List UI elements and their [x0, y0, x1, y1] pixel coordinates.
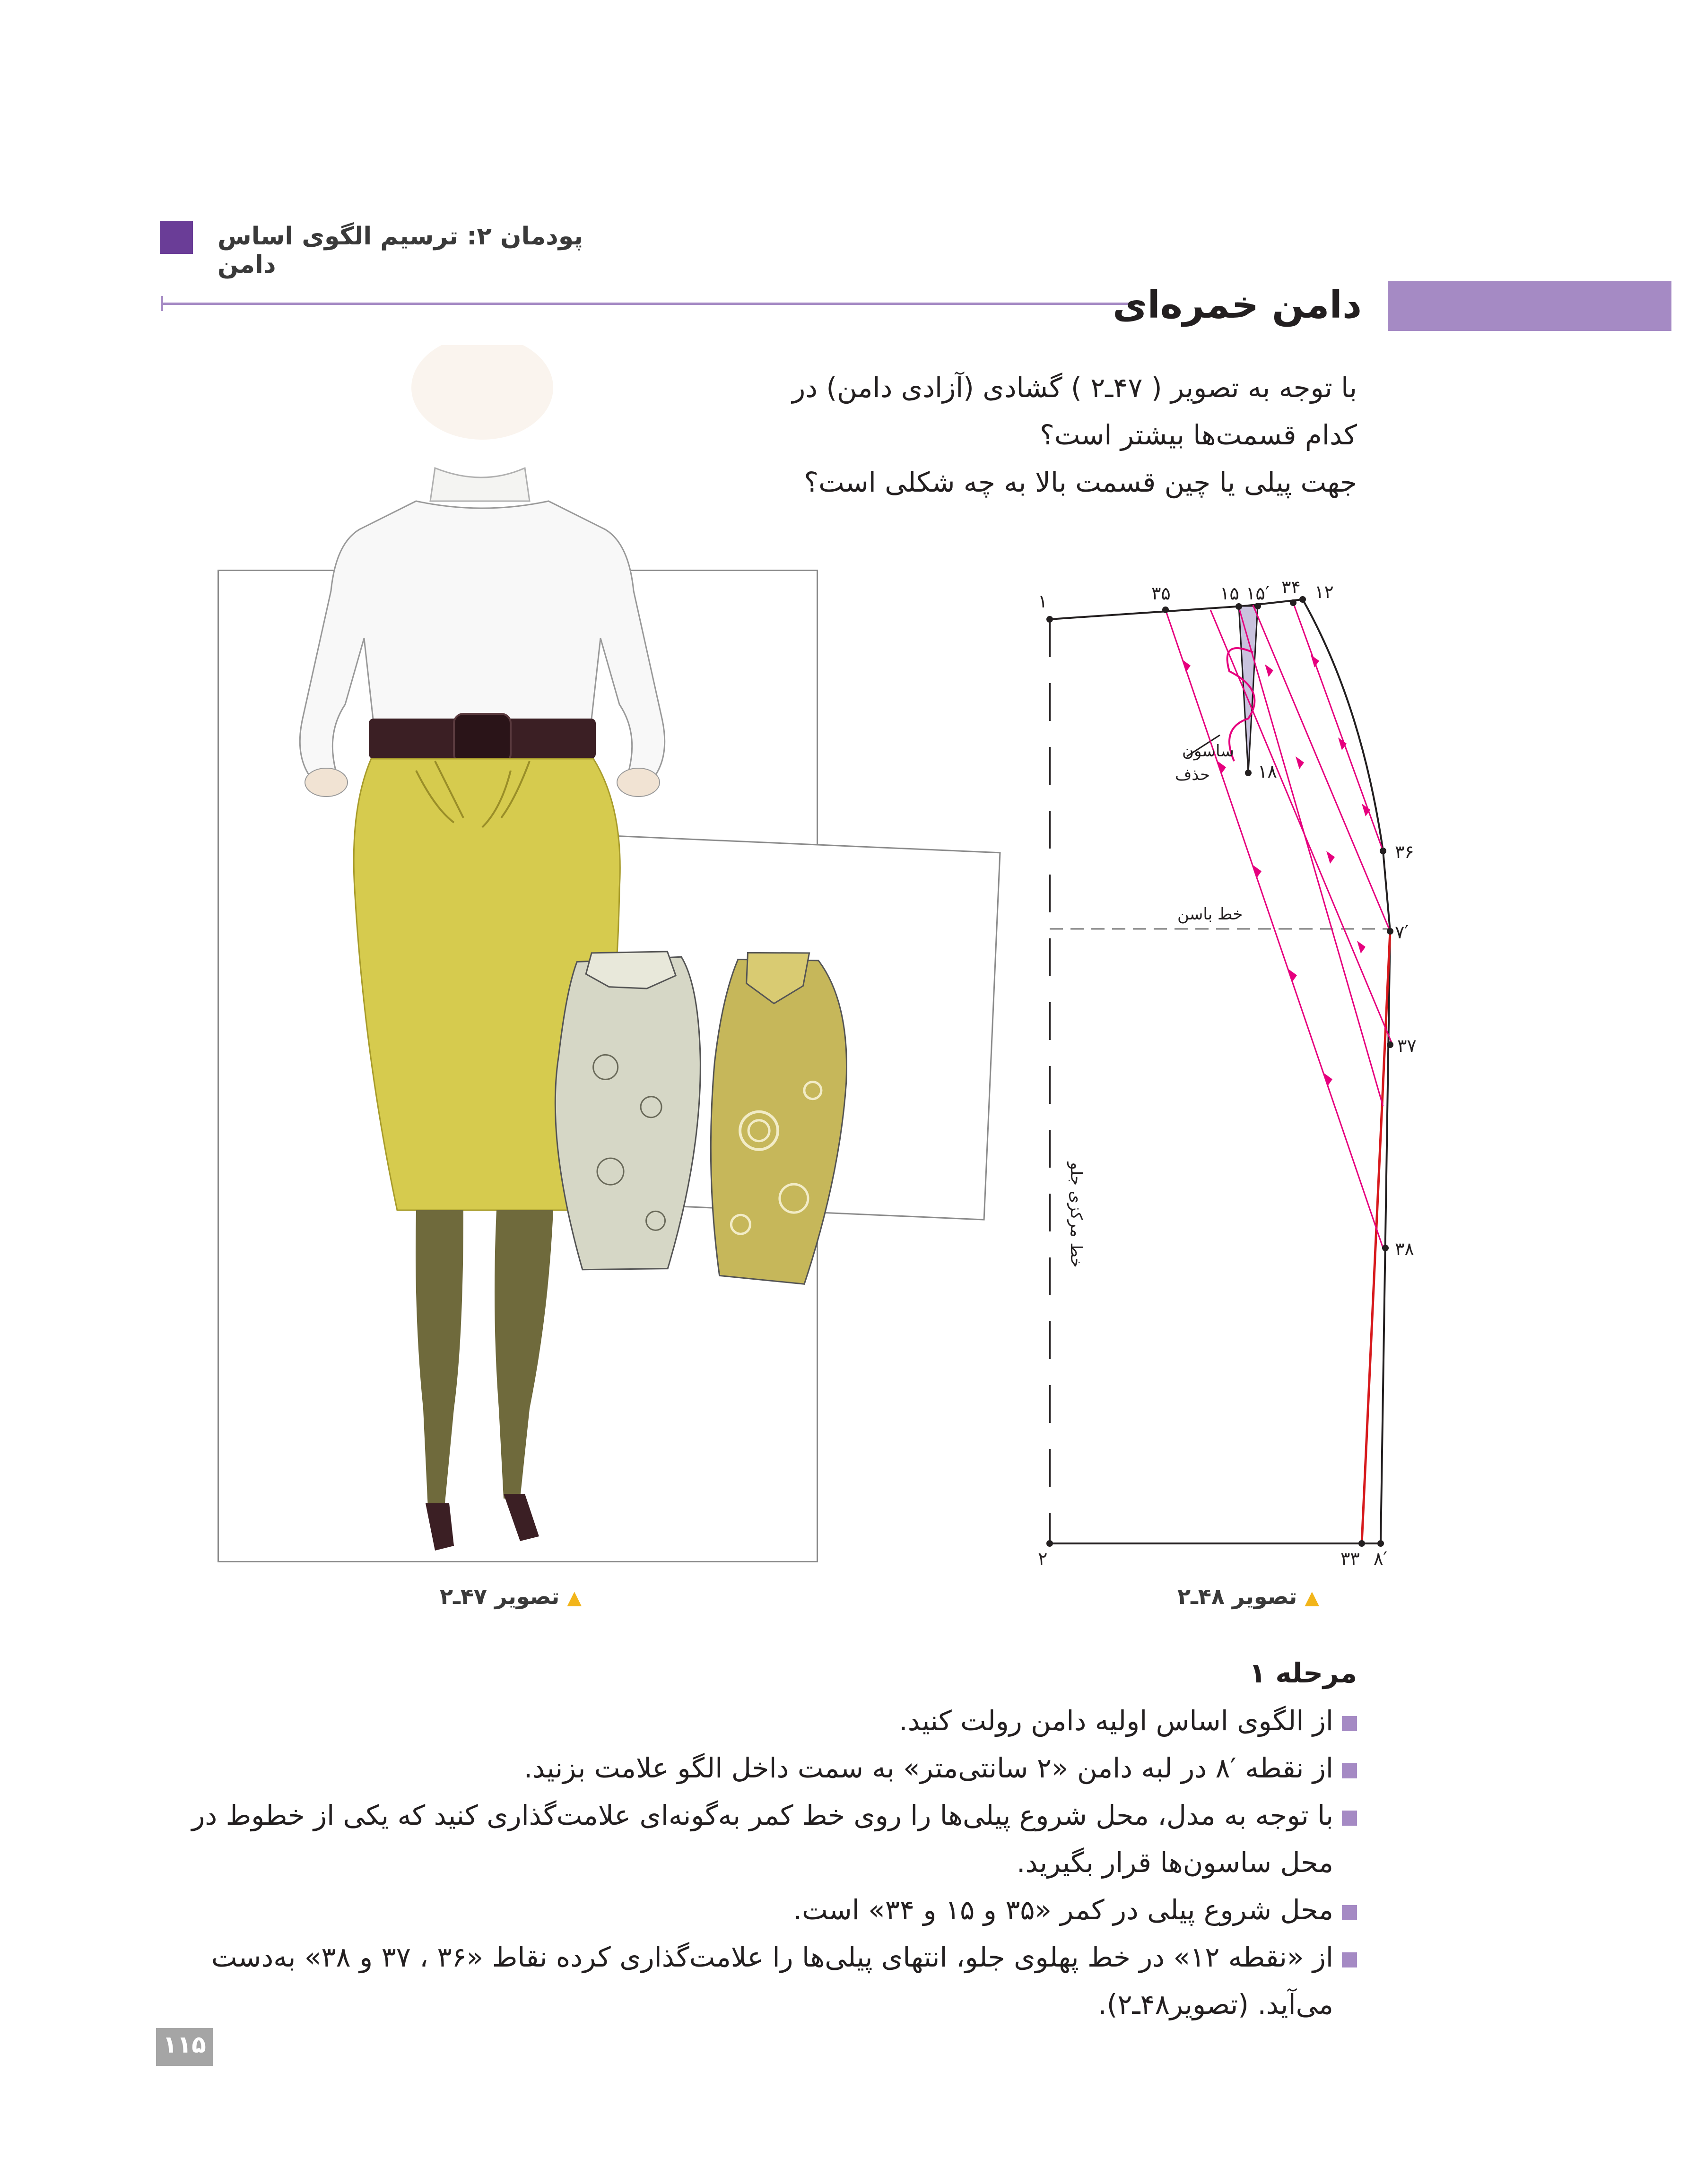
label-p38: ۳۸ — [1395, 1239, 1414, 1259]
intro-line: با توجه به تصویر ( ۴۷ـ۲ ) گشادی (آزادی دامن) در — [792, 372, 1357, 404]
bullet-icon — [1342, 1952, 1357, 1967]
label-p1: ۱ — [1038, 591, 1048, 612]
bullet-icon — [1342, 1716, 1357, 1731]
intro-line: جهت پیلی یا چین قسمت بالا به چه شکلی است؟ — [804, 466, 1357, 498]
label-p7b: ۷′ — [1395, 922, 1409, 943]
label-p37: ۳۷ — [1397, 1035, 1417, 1056]
module-marker — [160, 221, 193, 254]
section-title: دامن خمره‌ای — [1113, 283, 1362, 327]
label-p36: ۳۶ — [1395, 841, 1414, 862]
label-p8b: ۸′ — [1374, 1548, 1388, 1569]
fig47-caption — [440, 1584, 582, 1609]
pleat-lines — [1166, 603, 1392, 1248]
fig48-caption — [1177, 1584, 1319, 1609]
label-p12: ۱۲ — [1314, 581, 1334, 602]
fashion-illustration — [151, 345, 1031, 1565]
label-p35: ۳۵ — [1151, 583, 1171, 604]
dart-label-2: حذف — [1175, 765, 1210, 784]
step-item: محل شروع پیلی در کمر «۳۵ و ۱۵ و ۳۴» است. — [156, 1886, 1357, 1933]
hip-line-label: خط باسن — [1177, 905, 1243, 924]
center-front-label: خط مرکزی جلو — [1067, 1162, 1086, 1268]
label-p15: ۱۵ — [1220, 583, 1239, 604]
step-item: از نقطه ′۸ در لبه دامن «۲ سانتی‌متر» به سمت داخل الگو علامت بزنید. — [156, 1744, 1357, 1792]
label-p18: ۱۸ — [1258, 761, 1277, 782]
bullet-icon — [1342, 1905, 1357, 1920]
step-title: مرحله ۱ — [1249, 1657, 1357, 1689]
dart-label-1: ساسون — [1182, 742, 1234, 761]
bullet-icon — [1342, 1811, 1357, 1826]
section-rule — [163, 303, 1132, 305]
module-title: پودمان ۲: ترسیم الگوی اساس دامن — [218, 222, 583, 279]
step-item: از الگوی اساس اولیه دامن رولت کنید. — [156, 1697, 1357, 1744]
section-band — [1388, 281, 1671, 331]
dart — [1239, 606, 1258, 773]
intro-line: کدام قسمت‌ها بیشتر است؟ — [1040, 419, 1357, 451]
fig47-caption-text: تصویر ۴۷ـ۲ — [440, 1584, 560, 1609]
side-seam — [1303, 599, 1390, 1543]
label-p2: ۲ — [1038, 1548, 1048, 1569]
bullet-icon — [1342, 1763, 1357, 1778]
label-p33: ۳۳ — [1340, 1548, 1360, 1569]
fig48-caption-text: تصویر ۴۸ـ۲ — [1177, 1584, 1297, 1609]
step-list — [156, 1697, 1357, 2028]
step-item: از «نقطه ۱۲» در خط پهلوی جلو، انتهای پیلی‌ها را علامت‌گذاری کرده نقاط «۳۶ ، ۳۷ و ۳۸» به‌دست می‌آید. (تصویر۴۸ـ۲). — [156, 1933, 1357, 2028]
pattern-diagram — [1031, 563, 1437, 1593]
caption-triangle-icon: ▲ — [567, 1587, 582, 1609]
label-p34: ۳۴ — [1281, 577, 1301, 598]
caption-triangle-icon: ▲ — [1305, 1587, 1320, 1609]
label-p15b: ۱۵′ — [1246, 583, 1270, 604]
page-number: ۱۱۵ — [163, 2031, 206, 2058]
step-item: با توجه به مدل، محل شروع پیلی‌ها را روی خط کمر به‌گونه‌ای علامت‌گذاری کنید که یکی از خطوط در محل ساسون‌ها قرار بگیرید. — [156, 1792, 1357, 1886]
